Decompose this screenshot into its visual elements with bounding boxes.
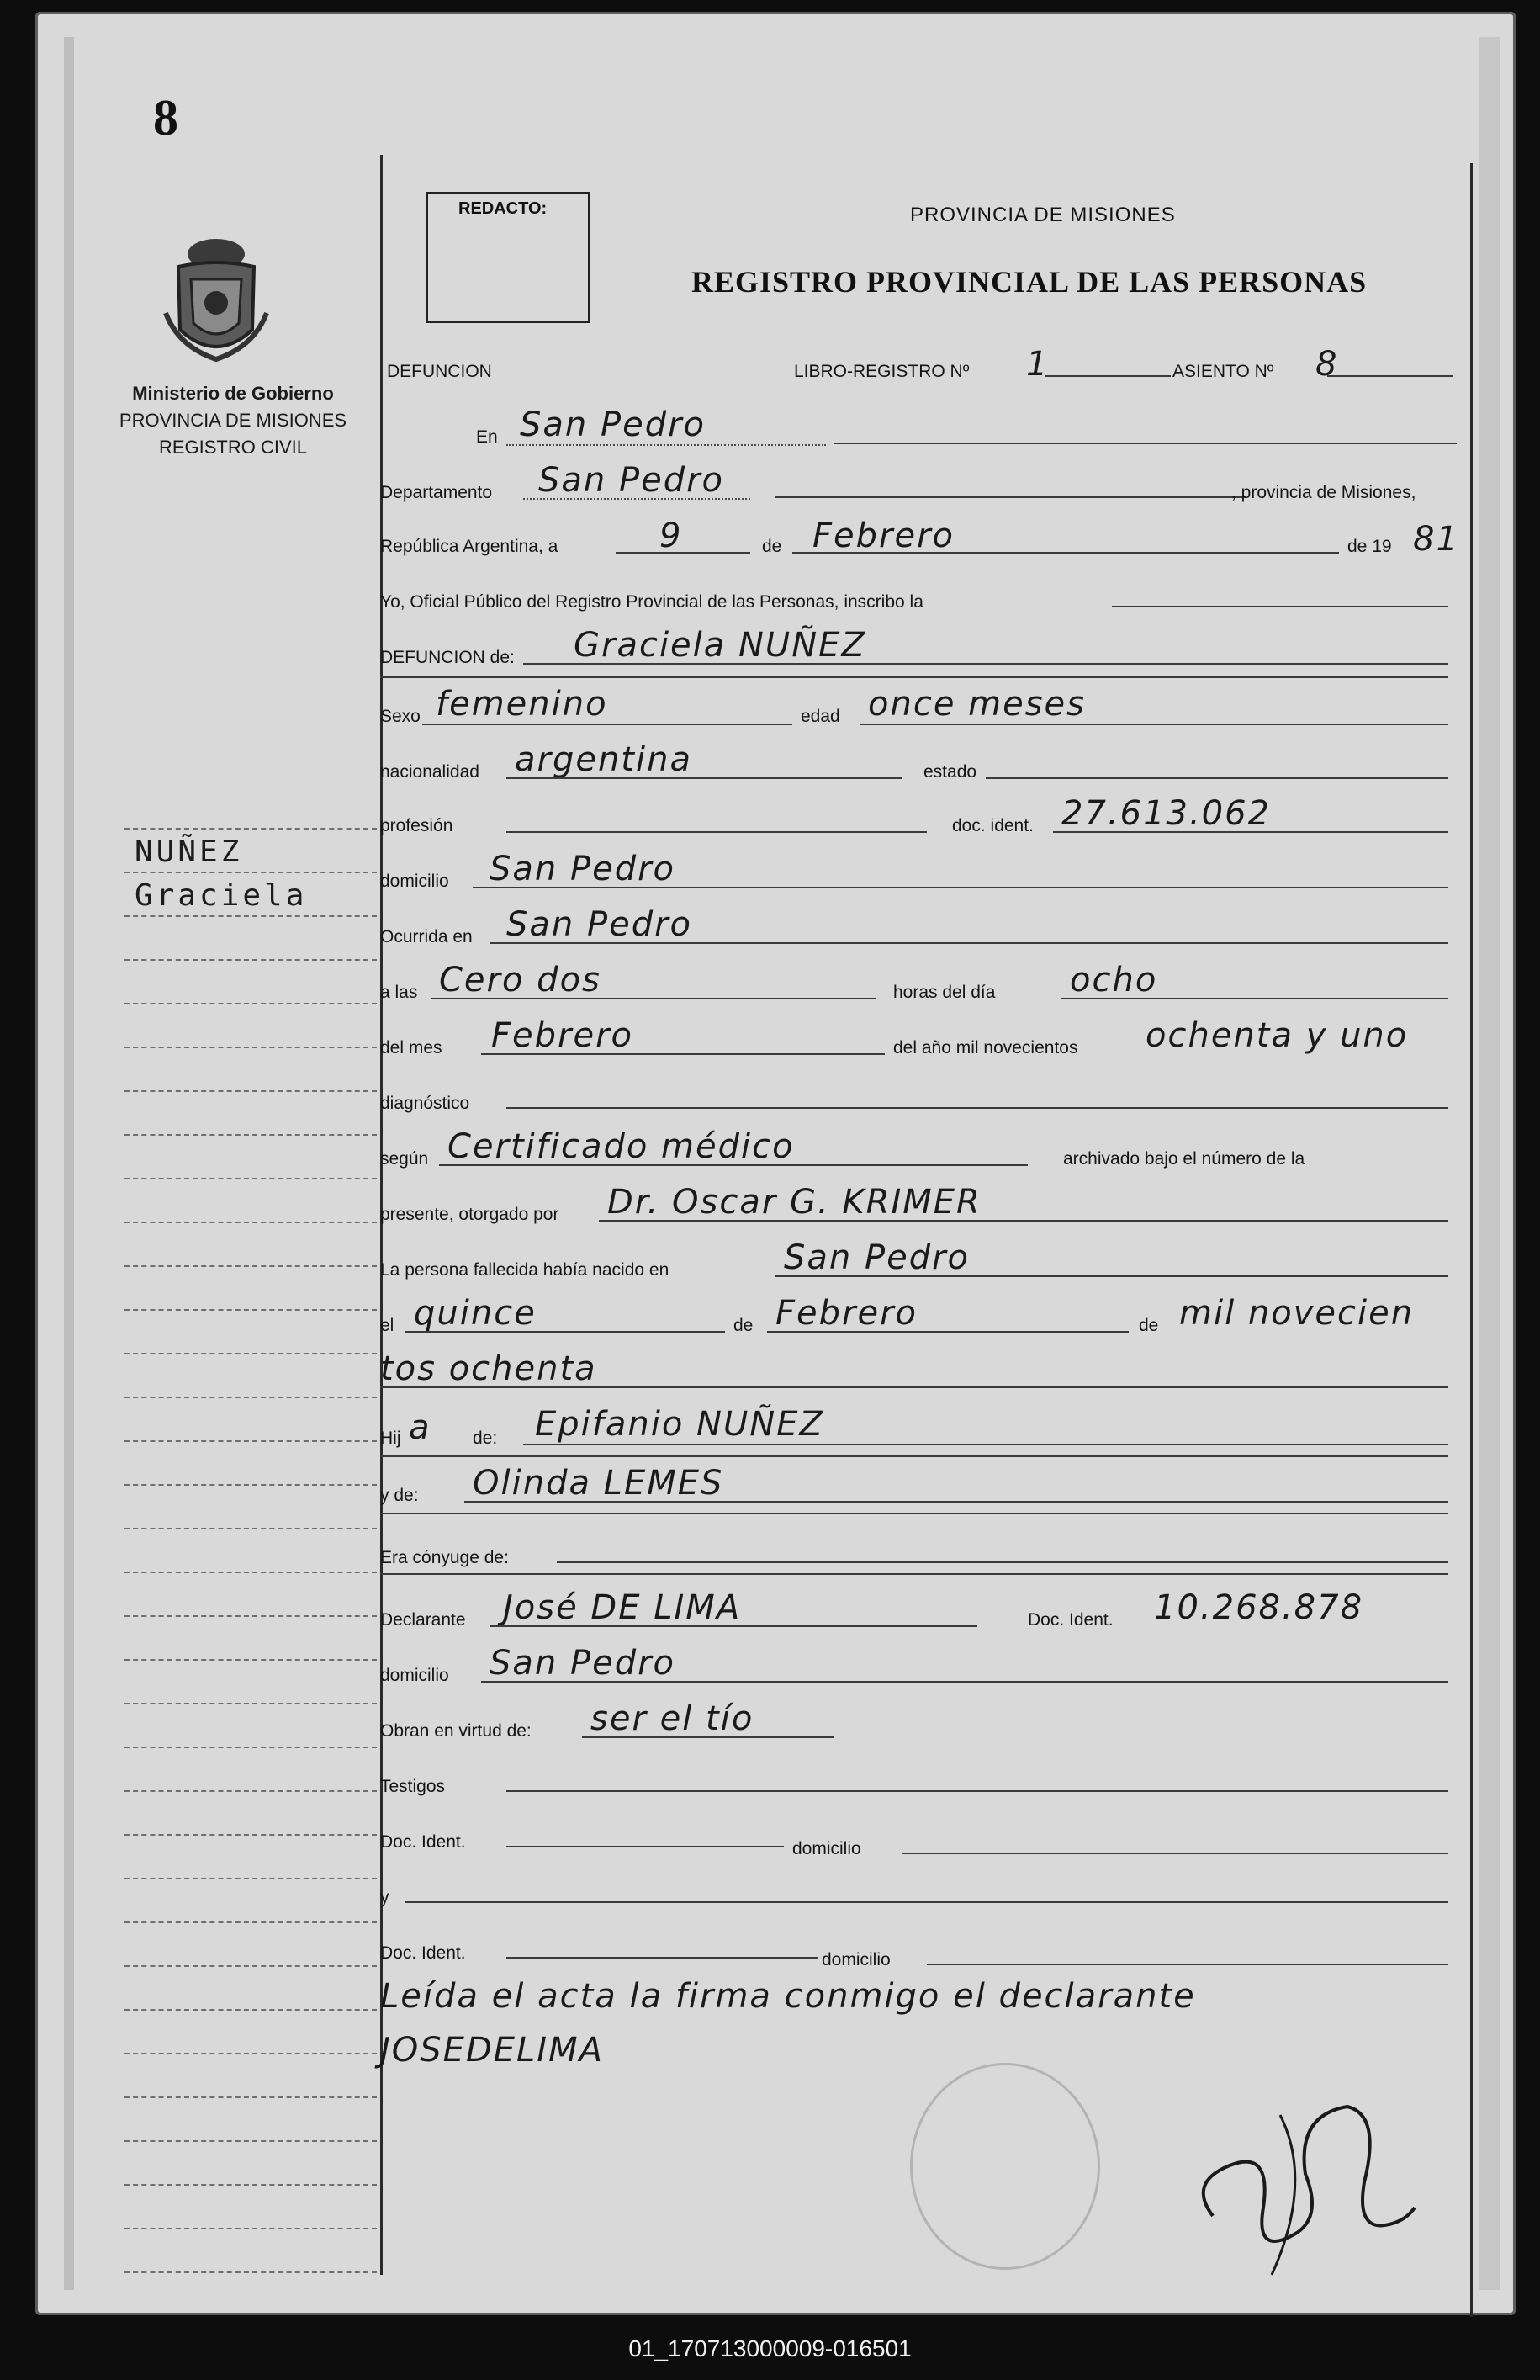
birth-year-value-1: mil novecien bbox=[1179, 1294, 1415, 1333]
margin-ruled-line bbox=[124, 1440, 377, 1442]
testigos-label: Testigos bbox=[380, 1777, 446, 1796]
ministry-name: Ministerio de Gobierno bbox=[132, 383, 334, 404]
margin-ruled-line bbox=[124, 1397, 377, 1398]
margin-ruled-line bbox=[124, 1878, 377, 1879]
departamento-label: Departamento bbox=[380, 483, 493, 502]
doctor-value: Dr. Oscar G. KRIMER bbox=[607, 1183, 982, 1222]
edad-label: edad bbox=[801, 707, 840, 726]
republica-label: República Argentina, a bbox=[380, 537, 558, 556]
official-stamp bbox=[910, 2063, 1100, 2270]
ministry-block bbox=[86, 380, 380, 461]
libro-value: 1 bbox=[1026, 345, 1050, 384]
margin-ruled-line bbox=[124, 1047, 377, 1048]
domicilio-label: domicilio bbox=[380, 872, 449, 891]
page-edge-stripe bbox=[64, 37, 74, 2290]
del-anio-label: del año mil novecientos bbox=[893, 1038, 1078, 1057]
declarant-doc-label: Doc. Ident. bbox=[1028, 1610, 1114, 1630]
asiento-label: ASIENTO Nº bbox=[1172, 362, 1274, 381]
nacionalidad-value: argentina bbox=[515, 740, 692, 779]
hij-de-label: de: bbox=[473, 1429, 498, 1448]
margin-ruled-line bbox=[124, 1615, 377, 1617]
segun-label: según bbox=[380, 1149, 429, 1169]
margin-ruled-line bbox=[124, 1790, 377, 1792]
ocurrida-value: San Pedro bbox=[506, 905, 693, 944]
mother-line bbox=[464, 1501, 1448, 1503]
header-province: PROVINCIA DE MISIONES bbox=[910, 204, 1176, 226]
margin-ruled-line bbox=[124, 2140, 377, 2142]
witness2-domicilio-line bbox=[927, 1964, 1448, 1965]
margin-ruled-line bbox=[124, 915, 377, 917]
death-day-value: ocho bbox=[1070, 961, 1158, 999]
departamento-line-2 bbox=[775, 496, 1246, 498]
closing-note-2: JOSEDELIMA bbox=[380, 2031, 604, 2070]
witness1-doc-label: Doc. Ident. bbox=[380, 1832, 466, 1852]
edad-line bbox=[860, 724, 1448, 725]
doc-ident-line bbox=[1053, 831, 1448, 833]
signature-icon bbox=[1179, 2065, 1432, 2283]
redacto-box bbox=[426, 192, 590, 323]
page-number: 8 bbox=[153, 90, 178, 146]
conyuge-label: Era cónyuge de: bbox=[380, 1548, 509, 1567]
declarant-line bbox=[490, 1625, 977, 1627]
testigos-line bbox=[506, 1790, 1448, 1792]
libro-label: LIBRO-REGISTRO Nº bbox=[794, 362, 970, 381]
birth-year-line bbox=[380, 1386, 1448, 1388]
margin-ruled-line bbox=[124, 2228, 377, 2229]
birth-year-value-2: tos ochenta bbox=[380, 1349, 597, 1388]
el-label: el bbox=[380, 1316, 394, 1335]
death-month-line bbox=[481, 1053, 885, 1055]
birthplace-line bbox=[775, 1275, 1448, 1277]
estado-line bbox=[986, 777, 1448, 779]
margin-ruled-line bbox=[124, 1309, 377, 1311]
birth-day-value: quince bbox=[414, 1294, 537, 1333]
conyuge-line-2 bbox=[380, 1573, 1448, 1575]
declarant-doc-value: 10.268.878 bbox=[1154, 1588, 1364, 1627]
declarant-domicilio-line bbox=[481, 1681, 1448, 1683]
de-label: de bbox=[762, 537, 782, 556]
mother-value: Olinda LEMES bbox=[473, 1464, 724, 1503]
date-month-value: Febrero bbox=[812, 517, 955, 555]
margin-ruled-line bbox=[124, 1090, 377, 1092]
birth-month-line bbox=[767, 1331, 1129, 1333]
profesion-label: profesión bbox=[380, 816, 453, 835]
deceased-line-2 bbox=[380, 676, 1448, 678]
record-type-label: DEFUNCION bbox=[387, 362, 492, 381]
sexo-line bbox=[422, 724, 792, 725]
witness2-domicilio-label: domicilio bbox=[822, 1950, 891, 1969]
witness2-line bbox=[405, 1901, 1448, 1903]
register-page bbox=[35, 12, 1516, 2315]
doctor-line bbox=[599, 1220, 1448, 1222]
margin-ruled-line bbox=[124, 1703, 377, 1704]
edad-value: once meses bbox=[868, 685, 1087, 724]
mother-line-2 bbox=[380, 1513, 1448, 1514]
profesion-line bbox=[506, 831, 927, 833]
hij-label: Hij bbox=[380, 1429, 401, 1448]
diagnostico-line bbox=[506, 1107, 1448, 1109]
right-border bbox=[1470, 163, 1473, 2317]
redacto-label: REDACTO: bbox=[458, 199, 548, 218]
margin-ruled-line bbox=[124, 1747, 377, 1748]
defuncion-de-label: DEFUNCION de: bbox=[380, 648, 515, 667]
father-line bbox=[523, 1444, 1448, 1445]
father-value: Epifanio NUÑEZ bbox=[535, 1405, 824, 1444]
date-year-value: 81 bbox=[1413, 520, 1459, 559]
hour-value: Cero dos bbox=[439, 961, 601, 999]
birthplace-value: San Pedro bbox=[784, 1238, 971, 1277]
ocurrida-line bbox=[490, 942, 1448, 944]
margin-ruled-line bbox=[124, 959, 377, 961]
archivado-label: archivado bajo el número de la bbox=[1063, 1149, 1305, 1169]
margin-ruled-line bbox=[124, 1222, 377, 1223]
oficial-label: Yo, Oficial Público del Registro Provincial de las Personas, inscribo la bbox=[380, 592, 923, 612]
birth-day-line bbox=[405, 1331, 725, 1333]
margin-ruled-line bbox=[124, 1965, 377, 1967]
margin-ruled-line bbox=[124, 2184, 377, 2186]
margin-ruled-line bbox=[124, 828, 377, 830]
birth-de2-label: de bbox=[1139, 1316, 1159, 1335]
margin-ruled-line bbox=[124, 2096, 377, 2098]
margin-ruled-line bbox=[124, 1659, 377, 1661]
a-las-label: a las bbox=[380, 983, 418, 1002]
nacionalidad-label: nacionalidad bbox=[380, 762, 479, 782]
horas-del-dia-label: horas del día bbox=[893, 983, 996, 1002]
del-mes-label: del mes bbox=[380, 1038, 442, 1057]
declarante-label: Declarante bbox=[380, 1610, 466, 1630]
sexo-label: Sexo bbox=[380, 707, 421, 726]
margin-ruled-line bbox=[124, 1178, 377, 1179]
margin-ruled-line bbox=[124, 1834, 377, 1836]
margin-ruled-line bbox=[124, 1353, 377, 1354]
page-edge-stripe-right bbox=[1479, 37, 1500, 2290]
deceased-line bbox=[523, 663, 1448, 665]
diagnostico-label: diagnóstico bbox=[380, 1094, 470, 1113]
declarant-domicilio-value: San Pedro bbox=[490, 1644, 676, 1683]
date-day-value: 9 bbox=[659, 517, 683, 555]
y-de-label: y de: bbox=[380, 1486, 419, 1505]
witness2-doc-label: Doc. Ident. bbox=[380, 1943, 466, 1963]
y-label: y bbox=[380, 1888, 389, 1907]
ministry-province: PROVINCIA DE MISIONES bbox=[119, 410, 347, 431]
margin-ruled-line bbox=[124, 1528, 377, 1529]
departamento-line bbox=[523, 498, 750, 500]
margin-ruled-line bbox=[124, 1134, 377, 1136]
doc-ident-value: 27.613.062 bbox=[1061, 794, 1272, 833]
date-month-line bbox=[792, 552, 1339, 554]
nacido-en-label: La persona fallecida había nacido en bbox=[380, 1260, 669, 1280]
date-day-line bbox=[616, 552, 750, 554]
asiento-value: 8 bbox=[1315, 345, 1339, 384]
nacionalidad-line bbox=[506, 777, 902, 779]
segun-line bbox=[439, 1164, 1028, 1166]
margin-ruled-line bbox=[124, 2053, 377, 2054]
margin-ruled-line bbox=[124, 1921, 377, 1923]
en-value: San Pedro bbox=[520, 406, 706, 444]
margin-ruled-line bbox=[124, 2271, 377, 2273]
margin-ruled-line bbox=[124, 1265, 377, 1267]
domicilio-value: San Pedro bbox=[490, 850, 676, 888]
hour-line bbox=[431, 998, 876, 999]
obran-value: ser el tío bbox=[590, 1699, 754, 1738]
estado-label: estado bbox=[923, 762, 977, 782]
de19-label: de 19 bbox=[1347, 537, 1392, 556]
margin-given-name: Graciela bbox=[135, 878, 308, 913]
sexo-value: femenino bbox=[436, 685, 608, 724]
witness2-doc-line bbox=[506, 1957, 818, 1959]
presente-label: presente, otorgado por bbox=[380, 1205, 559, 1224]
margin-ruled-line bbox=[124, 1572, 377, 1573]
ocurrida-label: Ocurrida en bbox=[380, 927, 473, 946]
hij-suffix-value: a bbox=[409, 1408, 431, 1447]
father-line-2 bbox=[380, 1455, 1448, 1457]
provincia-label: , provincia de Misiones, bbox=[1231, 483, 1416, 502]
ministry-registry: REGISTRO CIVIL bbox=[158, 437, 308, 458]
deceased-name-value: Graciela NUÑEZ bbox=[574, 626, 866, 665]
obran-line bbox=[582, 1736, 834, 1738]
doc-ident-label: doc. ident. bbox=[952, 816, 1034, 835]
departamento-value: San Pedro bbox=[538, 461, 725, 500]
witness1-domicilio-line bbox=[902, 1853, 1448, 1854]
declarant-domicilio-label: domicilio bbox=[380, 1666, 449, 1685]
en-line-2 bbox=[834, 443, 1457, 444]
margin-ruled-line bbox=[124, 872, 377, 873]
image-caption: 01_170713000009-016501 bbox=[628, 2335, 912, 2361]
death-day-line bbox=[1061, 998, 1448, 999]
closing-note-1: Leída el acta la firma conmigo el declarante bbox=[380, 1977, 1196, 2016]
segun-value: Certificado médico bbox=[447, 1127, 795, 1166]
asiento-line bbox=[1327, 375, 1453, 377]
obran-label: Obran en virtud de: bbox=[380, 1721, 532, 1741]
birth-de-label: de bbox=[733, 1316, 754, 1335]
en-label: En bbox=[476, 427, 498, 447]
conyuge-line bbox=[557, 1561, 1448, 1563]
margin-ruled-line bbox=[124, 1003, 377, 1004]
coat-of-arms-icon bbox=[161, 229, 271, 363]
oficial-line bbox=[1112, 606, 1448, 607]
header-registry: REGISTRO PROVINCIAL DE LAS PERSONAS bbox=[691, 265, 1368, 299]
birth-month-value: Febrero bbox=[775, 1294, 918, 1333]
en-line bbox=[506, 444, 826, 446]
domicilio-line bbox=[473, 887, 1448, 888]
death-month-value: Febrero bbox=[491, 1016, 633, 1055]
death-year-value: ochenta y uno bbox=[1146, 1016, 1409, 1055]
margin-ruled-line bbox=[124, 2009, 377, 2011]
declarant-value: José DE LIMA bbox=[503, 1588, 742, 1627]
margin-surname: NUÑEZ bbox=[135, 835, 243, 869]
witness1-doc-line bbox=[506, 1846, 784, 1847]
libro-line bbox=[1045, 375, 1171, 377]
margin-ruled-line bbox=[124, 1484, 377, 1486]
witness1-domicilio-label: domicilio bbox=[792, 1839, 861, 1858]
